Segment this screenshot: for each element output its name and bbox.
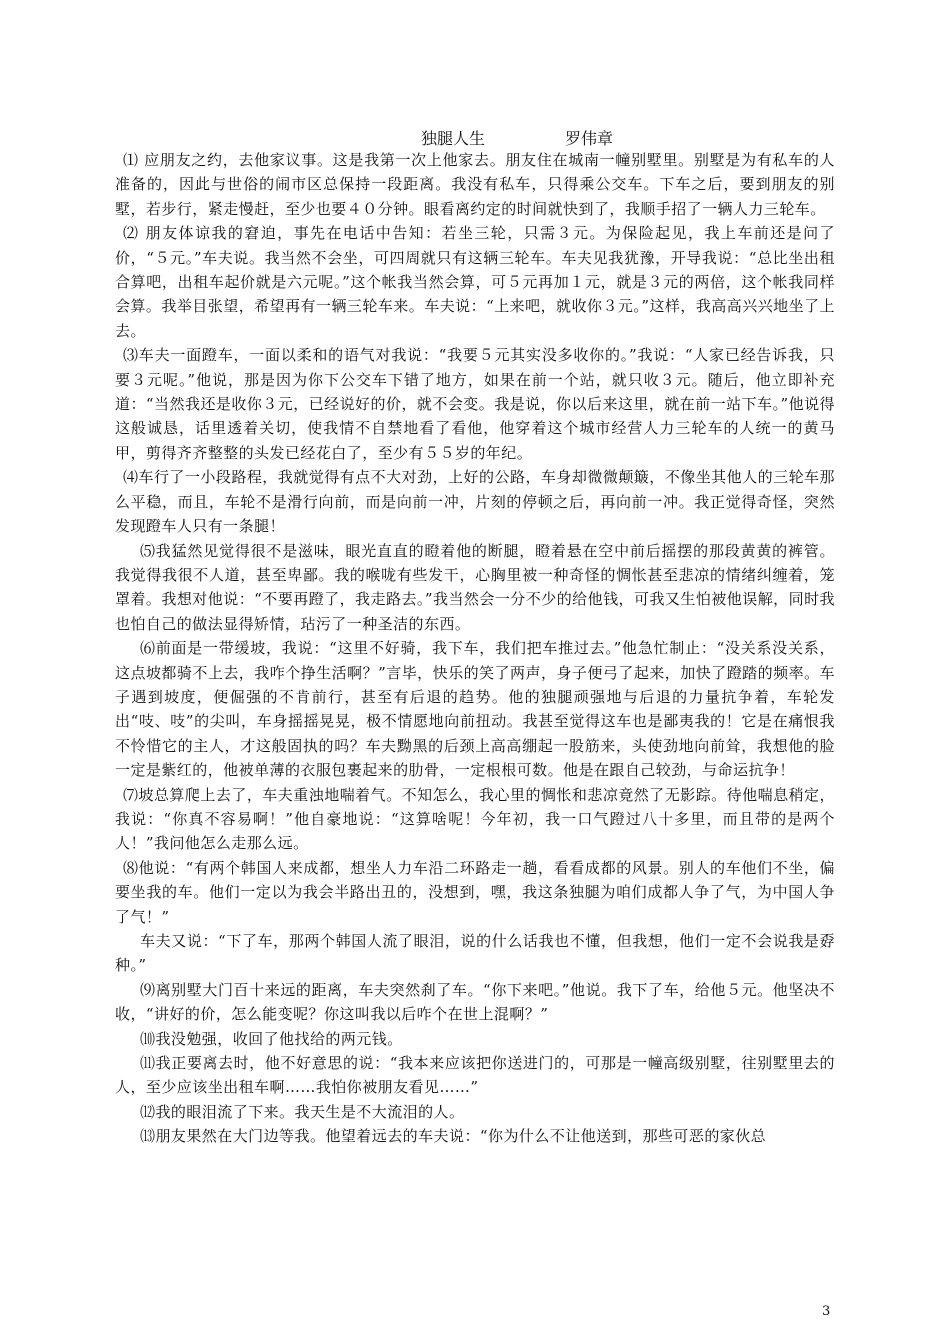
article-title: 独腿人生 xyxy=(421,129,486,148)
paragraph-13: ⒀朋友果然在大门边等我。他望着远去的车夫说：“你为什么不让他送到，那些可恶的家伙总 xyxy=(140,1127,767,1146)
paragraph-1: ⑴ 应朋友之约，去他家议事。这是我第一次上他家去。朋友住在城南一幢别墅里。别墅是为有私车的人准备的，因此与世俗的闹市区总保持一段距离。我没有私车，只得乘公交车。下车之后，要到朋友的别墅，若步行，紧走慢赶，至少也要４０分钟。眼看离约定的时间就快到了，我顺手招了一辆人力三轮车。 xyxy=(115,151,835,218)
paragraph-8-continued: 车夫又说：“下了车，那两个韩国人流了眼泪，说的什么话我也不懂，但我想，他们一定不会说我是孬种。” xyxy=(115,932,835,975)
paragraph-5: ⑸我猛然见觉得很不是滋味，眼光直直的瞪着他的断腿，瞪着悬在空中前后摇摆的那段黄黄的裤管。我觉得我很不人道，甚至卑鄙。我的喉咙有些发干，心胸里被一种奇怪的惆怅甚至悲凉的情绪纠缠着，笼罩着。我想对他说：“不要再蹬了，我走路去。”我当然会一分不少的给他钱，可我又生怕被他误解，同时我也怕自己的做法显得矫情，玷污了一种圣洁的东西。 xyxy=(115,541,835,633)
article-body xyxy=(115,148,835,1149)
paragraph-3: ⑶车夫一面蹬车，一面以柔和的语气对我说：“我要５元其实没多收你的。”我说：“人家已经告诉我，只要３元呢。”他说，那是因为你下公交车下错了地方，如果在前一个站，就只收３元。随后，他立即补充道：“当然我还是收你３元，已经说好的价，就不会变。我是说，你以后来这里，就在前一站下车。”他说得这般诚恳，话里透着关切，使我情不自禁地看了看他，他穿着这个城市经营人力三轮车的人统一的黄马甲，剪得齐齐整整的头发已经花白了，至少有５５岁的年纪。 xyxy=(115,346,835,462)
paragraph-10: ⑽我没勉强，收回了他找给的两元钱。 xyxy=(140,1029,403,1048)
paragraph-7: ⑺坡总算爬上去了，车夫重浊地喘着气。不知怎么，我心里的惆怅和悲凉竟然了无影踪。待他喘息稍定，我说：“你真不容易啊！”他自豪地说：“这算啥呢！今年初，我一口气蹬过八十多里，而且带的是两个人！”我问他怎么走那么远。 xyxy=(115,785,835,853)
paragraph-8: ⑻他说：“有两个韩国人来成都，想坐人力车沿二环路走一趟，看看成都的风景。别人的车他们不坐，偏要坐我的车。他们一定以为我会半路出丑的，没想到，嘿，我这条独腿为咱们成都人争了气，为中国人争了气！” xyxy=(115,858,835,926)
paragraph-9: ⑼离别墅大门百十来远的距离，车夫突然刹了车。“你下来吧。”他说。我下了车，给他５元。他坚决不收，“讲好的价，怎么能变呢？你这叫我以后咋个在世上混啊？” xyxy=(115,980,835,1024)
paragraph-6: ⑹前面是一带缓坡，我说：“这里不好骑，我下车，我们把车推过去。”他急忙制止：“没关系没关系，这点坡都骑不上去，我咋个挣生活啊？”言毕，快乐的笑了两声，身子便弓了起来，加快了蹬踏的频率。车子遇到坡度，便倔强的不肯前行，甚至有后退的趋势。他的独腿顽强地与后退的力量抗争着，车轮发出“吱、吱”的尖叫，车身摇摇晃晃，极不情愿地向前扭动。我甚至觉得这车也是鄙夷我的！它是在痛恨我不怜惜它的主人，才这般固执的吗？车夫黝黑的后颈上高高绷起一股筋来，头使劲地向前耸，我想他的脸一定是紫红的，他被单薄的衣服包裹起来的肋骨，一定根根可数。他是在跟自己较劲，与命运抗争！ xyxy=(115,639,835,780)
article-author: 罗伟章 xyxy=(565,129,614,148)
page-number: 3 xyxy=(822,1304,831,1319)
paragraph-4: ⑷车行了一小段路程，我就觉得有点不大对劲，上好的公路，车身却微微颠簸，不像坐其他人的三轮车那么平稳，而且，车轮不是滑行向前，而是向前一冲，片刻的停顿之后，再向前一冲。我正觉得奇怪，突然发现蹬车人只有一条腿！ xyxy=(115,468,835,536)
paragraph-12: ⑿我的眼泪流了下来。我天生是不大流泪的人。 xyxy=(140,1102,465,1121)
paragraph-11: ⑾我正要离去时，他不好意思的说：“我本来应该把你送进门的，可那是一幢高级别墅，往别墅里去的人，至少应该坐出租车啊……我怕你被朋友看见……” xyxy=(115,1054,835,1097)
paragraph-2: ⑵ 朋友体谅我的窘迫，事先在电话中告知：若坐三轮，只需３元。为保险起见，我上车前还是问了价，“５元。”车夫说。我当然不会坐，可四周就只有这辆三轮车。车夫见我犹豫，开导我说：“总比坐出租合算吧，出租车起价就是六元呢。”这个帐我当然会算，可５元再加１元，就是３元的两倍，这个帐我同样会算。我举目张望，希望再有一辆三轮车来。车夫说：“上来吧，就收你３元。”这样，我高高兴兴地坐了上去。 xyxy=(115,224,835,340)
